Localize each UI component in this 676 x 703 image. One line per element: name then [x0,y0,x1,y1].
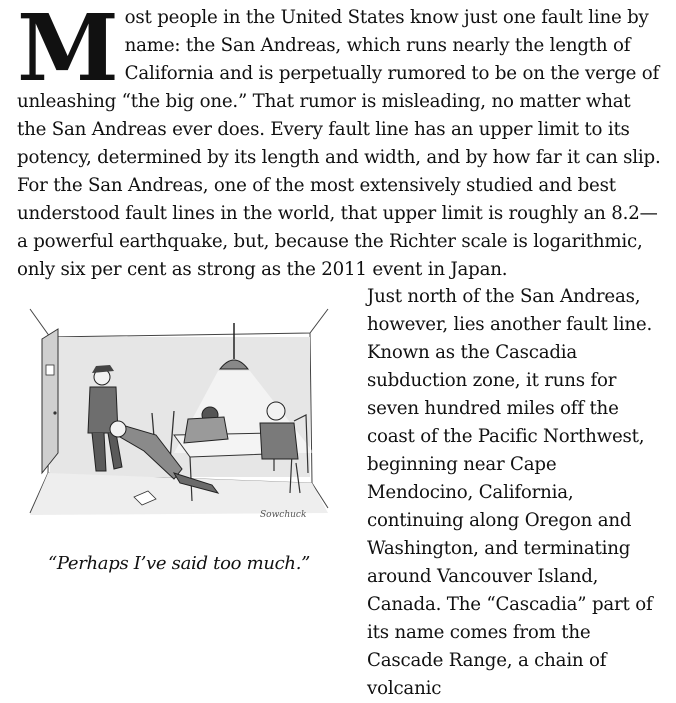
intro-paragraph [17,0,662,284]
cartoonist-signature: Sowchuck [260,510,307,520]
intro-text: ost people in the United States know just one fault line by name: the San Andreas, which runs nearly the length of California and is perpetually rumored to be on the verge of unleashing “the big one.” That rumor is misleading, no matter what the San Andreas ever does. Every fault line has an upper limit to its potency, determined by its length and width, and by how far it can slip. For the San Andreas, one of the most extensively studied and best understood fault lines in the world, that upper limit is roughly an 8.2—a powerful earthquake, but, because the Richter scale is logarithmic, only six per cent as strong as the 2011 event in Japan. [17,7,661,280]
cartoon-caption: “Perhaps I’ve said too much.” [47,553,311,574]
cartoon-illustration [24,303,334,525]
drop-cap: M [17,0,119,102]
column-paragraph: Just north of the San Andreas, however, lies another fault line. Known as the Cascadia subduction zone, it runs for seven hundred miles off the coast of the Pacific Northwest, beginning near Cape Mendocino, California, continuing along Oregon and Washington, and terminating around Vancouver Island, Canada. The “Cascadia” part of its name comes from the Cascade Range, a chain of volcanic [367,286,653,699]
